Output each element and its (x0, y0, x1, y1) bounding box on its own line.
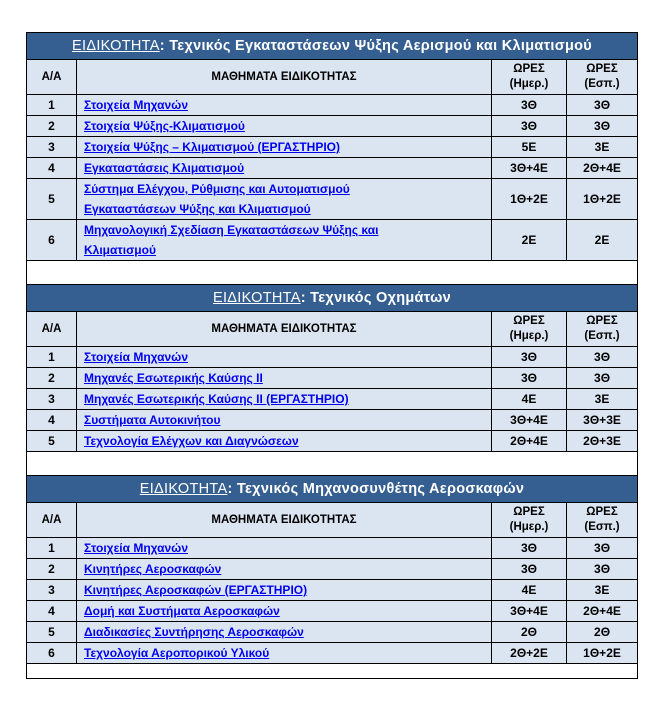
row-number: 2 (27, 368, 77, 389)
row-number: 1 (27, 538, 77, 559)
header-evening-hours: ΩΡΕΣ (Εσπ.) (567, 60, 638, 95)
course-link[interactable]: Μηχανές Εσωτερικής Καύσης ΙΙ (84, 371, 263, 385)
evening-hours: 1Θ+2Ε (567, 643, 638, 664)
section-spacer (27, 664, 638, 679)
day-hours: 3Θ (492, 347, 567, 368)
table-row (27, 220, 638, 261)
course-link[interactable]: Κλιματισμού (84, 243, 156, 257)
evening-hours: 3Θ (567, 368, 638, 389)
row-number: 1 (27, 95, 77, 116)
row-number: 4 (27, 601, 77, 622)
table-row (27, 389, 638, 410)
row-number: 5 (27, 622, 77, 643)
table-row (27, 158, 638, 179)
row-number: 3 (27, 137, 77, 158)
table-row (27, 179, 638, 220)
course-link[interactable]: Σύστημα Ελέγχου, Ρύθμισης και Αυτοματισμού (84, 182, 350, 196)
row-number: 4 (27, 410, 77, 431)
evening-hours: 3Θ (567, 95, 638, 116)
course-link[interactable]: Εγκαταστάσεων Ψύξης και Κλιματισμού (84, 202, 311, 216)
evening-hours: 2Θ+3Ε (567, 431, 638, 452)
day-hours: 2Θ+2Ε (492, 643, 567, 664)
course-link[interactable]: Στοιχεία Ψύξης – Κλιματισμού (ΕΡΓΑΣΤΗΡΙΟ) (84, 140, 341, 154)
header-day-hours: ΩΡΕΣ (Ημερ.) (492, 503, 567, 538)
course-link[interactable]: Στοιχεία Ψύξης-Κλιματισμού (84, 119, 245, 133)
day-hours: 3Θ (492, 116, 567, 137)
evening-hours: 3Θ (567, 347, 638, 368)
course-link[interactable]: Διαδικασίες Συντήρησης Αεροσκαφών (84, 625, 304, 639)
row-number: 6 (27, 643, 77, 664)
row-number: 4 (27, 158, 77, 179)
specialty-word: ΕΙΔΙΚΟΤΗΤΑ (72, 38, 160, 54)
row-number: 5 (27, 431, 77, 452)
section-title-row (27, 476, 638, 503)
curriculum-page (26, 32, 637, 679)
header-aa: Α/Α (27, 60, 77, 95)
specialty-name: Τεχνικός Εγκαταστάσεων Ψύξης Αερισμού και Κλιματισμού (169, 38, 593, 54)
course-link[interactable]: Κινητήρες Αεροσκαφών (84, 562, 222, 576)
day-hours: 4Ε (492, 580, 567, 601)
header-aa: Α/Α (27, 312, 77, 347)
day-hours: 2Θ+4Ε (492, 431, 567, 452)
day-hours: 3Θ (492, 368, 567, 389)
header-courses: ΜΑΘΗΜΑΤΑ ΕΙΔΙΚΟΤΗΤΑΣ (77, 503, 492, 538)
evening-hours: 2Θ (567, 622, 638, 643)
evening-hours: 3Ε (567, 580, 638, 601)
table-row (27, 137, 638, 158)
evening-hours: 3Θ+3Ε (567, 410, 638, 431)
header-aa: Α/Α (27, 503, 77, 538)
course-link[interactable]: Μηχανές Εσωτερικής Καύσης ΙΙ (ΕΡΓΑΣΤΗΡΙΟ) (84, 392, 349, 406)
evening-hours: 3Ε (567, 389, 638, 410)
row-number: 2 (27, 559, 77, 580)
day-hours: 5Ε (492, 137, 567, 158)
section-spacer (27, 261, 638, 285)
table-row (27, 559, 638, 580)
table-row (27, 601, 638, 622)
course-link[interactable]: Κινητήρες Αεροσκαφών (ΕΡΓΑΣΤΗΡΙΟ) (84, 583, 308, 597)
specialties-table (26, 32, 638, 679)
table-row (27, 347, 638, 368)
day-hours: 3Θ+4Ε (492, 158, 567, 179)
course-link[interactable]: Στοιχεία Μηχανών (84, 541, 188, 555)
header-day-hours: ΩΡΕΣ (Ημερ.) (492, 60, 567, 95)
table-row (27, 116, 638, 137)
evening-hours: 2Ε (567, 220, 638, 261)
day-hours: 3Θ (492, 95, 567, 116)
table-row (27, 538, 638, 559)
evening-hours: 1Θ+2Ε (567, 179, 638, 220)
specialty-word: ΕΙΔΙΚΟΤΗΤΑ (139, 481, 228, 497)
day-hours: 2Ε (492, 220, 567, 261)
day-hours: 3Θ (492, 538, 567, 559)
evening-hours: 3Θ (567, 559, 638, 580)
section-title-row (27, 33, 638, 60)
section-spacer (27, 452, 638, 476)
row-number: 3 (27, 389, 77, 410)
specialty-name: Τεχνικός Μηχανοσυνθέτης Αεροσκαφών (236, 481, 525, 497)
day-hours: 4Ε (492, 389, 567, 410)
row-number: 1 (27, 347, 77, 368)
section-title: ΕΙΔΙΚΟΤΗΤΑ: Τεχνικός Εγκαταστάσεων Ψύξης Αερισμού και Κλιματισμού (27, 33, 638, 60)
course-link[interactable]: Δομή και Συστήματα Αεροσκαφών (84, 604, 280, 618)
column-header-row (27, 312, 638, 347)
header-courses: ΜΑΘΗΜΑΤΑ ΕΙΔΙΚΟΤΗΤΑΣ (77, 312, 492, 347)
table-row (27, 580, 638, 601)
table-row (27, 643, 638, 664)
header-courses: ΜΑΘΗΜΑΤΑ ΕΙΔΙΚΟΤΗΤΑΣ (77, 60, 492, 95)
row-number: 6 (27, 220, 77, 261)
course-link[interactable]: Στοιχεία Μηχανών (84, 98, 188, 112)
row-number: 5 (27, 179, 77, 220)
course-link[interactable]: Στοιχεία Μηχανών (84, 350, 188, 364)
specialty-name: Τεχνικός Οχημάτων (310, 290, 452, 306)
specialty-word: ΕΙΔΙΚΟΤΗΤΑ (212, 290, 301, 306)
table-row (27, 368, 638, 389)
course-link[interactable]: Τεχνολογία Ελέγχων και Διαγνώσεων (84, 434, 299, 448)
section-title: ΕΙΔΙΚΟΤΗΤΑ: Τεχνικός Οχημάτων (27, 285, 638, 312)
day-hours: 3Θ+4Ε (492, 410, 567, 431)
day-hours: 2Θ (492, 622, 567, 643)
column-header-row (27, 60, 638, 95)
table-row (27, 431, 638, 452)
header-day-hours: ΩΡΕΣ (Ημερ.) (492, 312, 567, 347)
course-link[interactable]: Μηχανολογική Σχεδίαση Εγκαταστάσεων Ψύξης και (84, 223, 379, 237)
evening-hours: 3Ε (567, 137, 638, 158)
table-row (27, 622, 638, 643)
evening-hours: 3Θ (567, 116, 638, 137)
evening-hours: 2Θ+4Ε (567, 601, 638, 622)
row-number: 2 (27, 116, 77, 137)
day-hours: 3Θ+4Ε (492, 601, 567, 622)
column-header-row (27, 503, 638, 538)
day-hours: 1Θ+2Ε (492, 179, 567, 220)
evening-hours: 2Θ+4Ε (567, 158, 638, 179)
section-title-row (27, 285, 638, 312)
evening-hours: 3Θ (567, 538, 638, 559)
section-title: ΕΙΔΙΚΟΤΗΤΑ: Τεχνικός Μηχανοσυνθέτης Αεροσκαφών (27, 476, 638, 503)
course-link[interactable]: Συστήματα Αυτοκινήτου (84, 413, 221, 427)
header-evening-hours: ΩΡΕΣ (Εσπ.) (567, 503, 638, 538)
header-evening-hours: ΩΡΕΣ (Εσπ.) (567, 312, 638, 347)
day-hours: 3Θ (492, 559, 567, 580)
table-row (27, 95, 638, 116)
course-link[interactable]: Εγκαταστάσεις Κλιματισμού (84, 161, 245, 175)
row-number: 3 (27, 580, 77, 601)
table-row (27, 410, 638, 431)
course-link[interactable]: Τεχνολογία Αεροπορικού Υλικού (84, 646, 270, 660)
